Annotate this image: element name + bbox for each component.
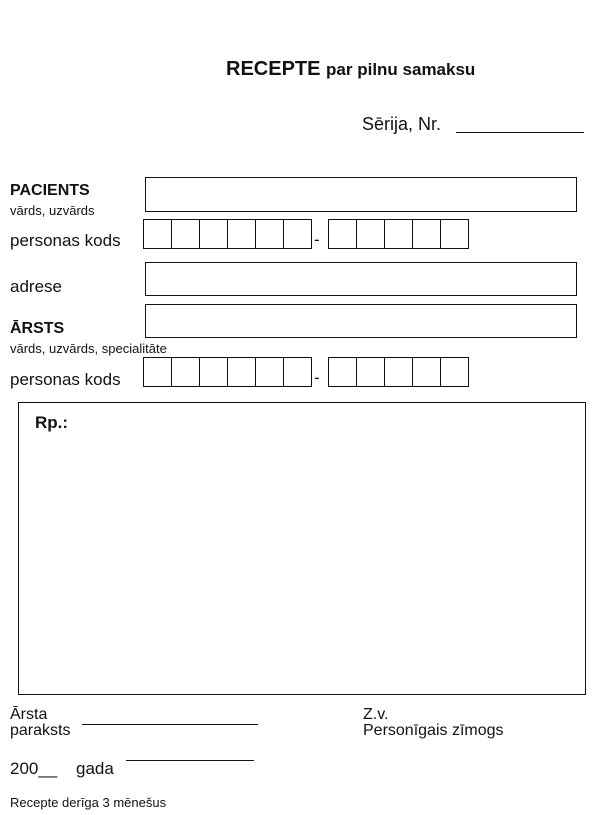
digit-box[interactable] — [441, 220, 469, 248]
year-prefix: 200__ — [10, 759, 58, 778]
digit-box[interactable] — [228, 220, 256, 248]
digit-box[interactable] — [200, 358, 228, 386]
signature-label: paraksts — [10, 722, 71, 739]
patient-name-label: vārds, uzvārds — [10, 203, 95, 218]
title-sub: par pilnu samaksu — [326, 60, 476, 79]
patient-address-field[interactable] — [145, 262, 577, 296]
digit-box[interactable] — [228, 358, 256, 386]
year-suffix: gada — [76, 759, 114, 778]
doctor-name-field[interactable] — [145, 304, 577, 338]
doctor-name-label: vārds, uzvārds, specialitāte — [10, 341, 167, 356]
digit-box[interactable] — [357, 220, 385, 248]
zv-label: Z.v. — [363, 706, 389, 723]
doctor-code-dash: - — [314, 368, 320, 387]
doctor-signature-heading: Ārsta — [10, 706, 48, 723]
serija-label: Sērija, Nr. — [362, 114, 442, 134]
digit-box[interactable] — [284, 220, 312, 248]
page-title — [226, 58, 475, 81]
validity-note: Recepte derīga 3 mēnešus — [10, 795, 167, 810]
digit-box[interactable] — [329, 220, 357, 248]
doctor-code-part1[interactable] — [143, 357, 312, 387]
digit-box[interactable] — [385, 220, 413, 248]
signature-line[interactable] — [82, 724, 258, 725]
digit-box[interactable] — [284, 358, 312, 386]
patient-heading: PACIENTS — [10, 182, 90, 199]
digit-box[interactable] — [256, 220, 284, 248]
doctor-code-part2[interactable] — [328, 357, 469, 387]
date-line[interactable] — [126, 760, 254, 761]
patient-address-label: adrese — [10, 277, 62, 296]
digit-box[interactable] — [144, 220, 172, 248]
digit-box[interactable] — [413, 358, 441, 386]
digit-box[interactable] — [144, 358, 172, 386]
doctor-code-label: personas kods — [10, 370, 121, 389]
prescription-label: Rp.: — [35, 413, 69, 432]
digit-box[interactable] — [385, 358, 413, 386]
patient-code-dash: - — [314, 230, 320, 249]
prescription-field[interactable] — [18, 402, 586, 695]
serija-number-line[interactable] — [456, 132, 584, 133]
digit-box[interactable] — [200, 220, 228, 248]
title-main: RECEPTE — [226, 58, 321, 80]
patient-code-part2[interactable] — [328, 219, 469, 249]
digit-box[interactable] — [357, 358, 385, 386]
stamp-label: Personīgais zīmogs — [363, 722, 504, 739]
doctor-heading: ĀRSTS — [10, 320, 65, 337]
digit-box[interactable] — [441, 358, 469, 386]
digit-box[interactable] — [172, 358, 200, 386]
patient-name-field[interactable] — [145, 177, 577, 212]
digit-box[interactable] — [256, 358, 284, 386]
digit-box[interactable] — [329, 358, 357, 386]
patient-code-label: personas kods — [10, 231, 121, 250]
digit-box[interactable] — [413, 220, 441, 248]
patient-code-part1[interactable] — [143, 219, 312, 249]
digit-box[interactable] — [172, 220, 200, 248]
